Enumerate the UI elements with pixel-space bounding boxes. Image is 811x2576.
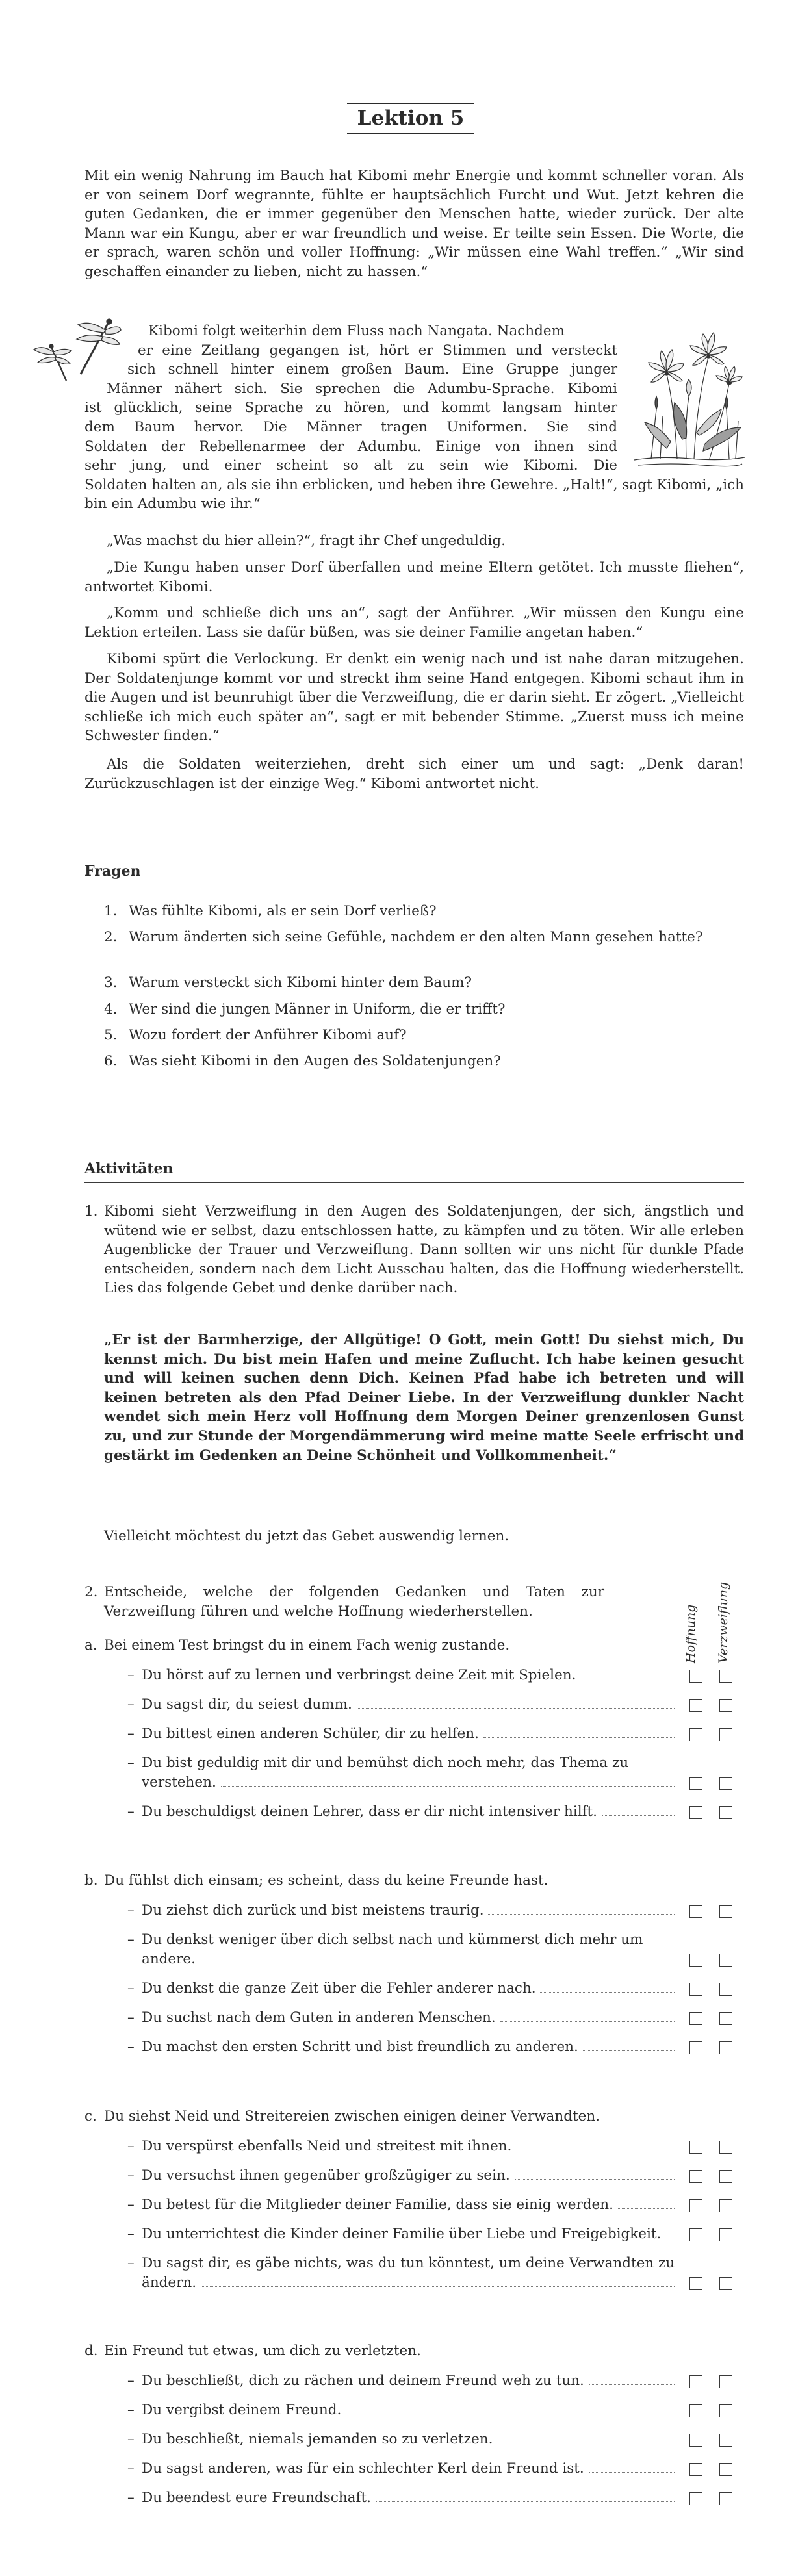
question-6 [104, 1052, 741, 1071]
option-dash: – [127, 2431, 135, 2447]
verzweiflung-checkbox[interactable] [719, 2199, 732, 2212]
verzweiflung-checkbox[interactable] [719, 2492, 732, 2505]
option-text: Du beschließt, dich zu rächen und deinem Freund weh zu tun. [142, 2371, 681, 2391]
option-dash: – [127, 2373, 135, 2389]
question-text: Was fühlte Kibomi, als er sein Dorf verließ? [129, 903, 437, 919]
option-dash: – [127, 2402, 135, 2418]
option-text: Du sagst dir, es gäbe nichts, was du tun könntest, um deine Verwandten zu ändern. [142, 2255, 675, 2291]
verzweiflung-checkbox[interactable] [719, 2463, 732, 2476]
story-paragraph-1: Mit ein wenig Nahrung im Bauch hat Kibomi mehr Energie und kommt schneller voran. Als er von seinem Dorf wegrannte, fühlte er hauptsächlich Furcht und Wut. Jetzt kehren die guten Gedanken, die er immer gegenüber den Menschen hatte, wieder zurück. Der alte Mann war ein Kungu, aber er war freundlich und weise. Er teilte sein Essen. Die Worte, die er sprach, waren schön und voller Hoffnung: „Wir müssen eine Wahl treffen.“ „Wir sind geschaffen einander zu lieben, nicht zu hassen.“ [84, 168, 744, 280]
dotted-leader [376, 2501, 675, 2502]
option-dash: – [127, 1932, 135, 1948]
scenario-label: b. [84, 1872, 98, 1889]
verzweiflung-checkbox[interactable] [719, 2277, 732, 2290]
column-label-verzweiflung: Verzweiflung [716, 1581, 730, 1663]
dotted-leader [589, 2472, 675, 2473]
hoffnung-checkbox[interactable] [689, 2012, 702, 2025]
option-row [127, 2430, 682, 2449]
scenario-prompt: Du fühlst dich einsam; es scheint, dass du keine Freunde hast. [104, 1872, 548, 1889]
flower-pond-illustration [632, 312, 747, 469]
hoffnung-checkbox[interactable] [689, 1983, 702, 1996]
question-2 [104, 928, 741, 967]
story-paragraph-2-line-4: Männer nähert sich. Sie sprechen die Adumbu-Sprache. Kibomi [107, 380, 617, 397]
option-dash: – [127, 2490, 135, 2506]
option-row [127, 2459, 682, 2479]
option-dash: – [127, 1696, 135, 1713]
verzweiflung-checkbox[interactable] [719, 2228, 732, 2241]
lesson-title: Lektion 5 [347, 103, 474, 134]
verzweiflung-checkbox[interactable] [719, 2404, 732, 2417]
option-dash: – [127, 2197, 135, 2213]
hoffnung-checkbox[interactable] [689, 2170, 702, 2183]
option-text: Du sagst anderen, was für ein schlechter Kerl dein Freund ist. [142, 2459, 681, 2479]
verzweiflung-checkbox[interactable] [719, 2170, 732, 2183]
option-dash: – [127, 2255, 135, 2271]
dragonfly-illustration [25, 316, 122, 389]
option-text: Du versuchst ihnen gegenüber großzügiger zu sein. [142, 2166, 681, 2186]
scenario-label: d. [84, 2343, 98, 2359]
option-row [127, 2008, 682, 2028]
dotted-leader [540, 1992, 675, 1993]
hoffnung-checkbox[interactable] [689, 2434, 702, 2447]
option-text: Du ziehst dich zurück und bist meistens traurig. [142, 1901, 681, 1920]
dotted-leader [589, 2384, 675, 2385]
option-row [127, 1901, 682, 1920]
scenario-label: a. [84, 1637, 97, 1653]
option-dash: – [127, 2138, 135, 2154]
dotted-leader [488, 1914, 675, 1915]
story-paragraph-2-line-1: Kibomi folgt weiterhin dem Fluss nach Nangata. Nachdem [148, 323, 565, 339]
story-paragraph-2-line-8: sehr jung, und einer scheint so alt zu sein wie Kibomi. Die [84, 457, 617, 474]
verzweiflung-checkbox[interactable] [719, 1983, 732, 1996]
question-1 [104, 902, 741, 921]
hoffnung-checkbox[interactable] [689, 2463, 702, 2476]
story-paragraph-2-line-3: sich schnell hinter einem großen Baum. Eine Gruppe junger [127, 361, 617, 378]
dotted-leader [357, 1708, 675, 1709]
hoffnung-checkbox[interactable] [689, 1699, 702, 1712]
activity-2-text: Entscheide, welche der folgenden Gedanken und Taten zur Verzweiflung führen und welche Hoffnung wiederherstellen. [104, 1584, 604, 1620]
option-text: Du machst den ersten Schritt und bist freundlich zu anderen. [142, 2037, 681, 2057]
verzweiflung-checkbox[interactable] [719, 2375, 732, 2388]
story-paragraph-2-rest: Soldaten halten an, als sie ihn erblicken, und heben ihre Gewehre. „Halt!“, sagt Kibomi, „ich bin ein Adumbu wie ihr.“ [84, 476, 744, 513]
hoffnung-checkbox[interactable] [689, 1777, 702, 1790]
story-paragraph-5: „Komm und schließe dich uns an“, sagt der Anführer. „Wir müssen den Kungu eine Lektion erteilen. Lass sie dafür büßen, was sie deiner Familie angetan haben.“ [84, 605, 744, 641]
dotted-leader [618, 2208, 675, 2209]
dotted-leader [201, 2286, 675, 2287]
aktivitaeten-divider [84, 1182, 744, 1183]
story-paragraph-3: „Was machst du hier allein?“, fragt ihr Chef ungeduldig. [107, 533, 506, 549]
prayer-text: „Er ist der Barmherzige, der Allgütige! O Gott, mein Gott! Du siehst mich, Du kennst mich. Du bist mein Hafen und meine Zuflucht. Ich habe keinen gesucht und will keinen suchen denn Dich. Keinen Pfad habe ich betreten und will keinen betreten als den Pfad Deiner Liebe. In der Verzweiflung dunkler Nacht wendet sich mein Herz voll Hoffnung dem Morgen Deiner grenzenlosen Gunst zu, und zur Stunde der Morgendämmerung wird meine matte Seele erfrischt und gestärkt im Gedenken an Deine Schönheit und Vollkommenheit.“ [104, 1332, 744, 1464]
option-dash: – [127, 2009, 135, 2026]
option-dash: – [127, 1902, 135, 1919]
option-row [127, 2037, 682, 2057]
option-row [127, 2137, 682, 2156]
option-text: Du suchst nach dem Guten in anderen Menschen. [142, 2008, 681, 2028]
option-text: Du sagst dir, du seiest dumm. [142, 1695, 681, 1715]
verzweiflung-checkbox[interactable] [719, 2012, 732, 2025]
option-text: Du bittest einen anderen Schüler, dir zu helfen. [142, 1724, 681, 1744]
option-row [127, 1802, 682, 1822]
option-dash: – [127, 2167, 135, 2184]
option-row [127, 1695, 682, 1715]
scenario-label: c. [84, 2108, 97, 2124]
hoffnung-checkbox[interactable] [689, 1954, 702, 1967]
option-row [127, 2166, 682, 2186]
option-row [127, 2401, 682, 2420]
option-text: Du bist geduldig mit dir und bemühst dich noch mehr, das Thema zu verstehen. [142, 1753, 681, 1792]
hoffnung-checkbox[interactable] [689, 1905, 702, 1918]
option-text: Du vergibst deinem Freund. [142, 2401, 681, 2420]
scenario-prompt: Bei einem Test bringst du in einem Fach wenig zustande. [104, 1637, 510, 1653]
story-paragraph-6: Kibomi spürt die Verlockung. Er denkt ein wenig nach und ist nahe daran mitzugehen. Der Soldatenjunge kommt vor und streckt ihm seine Hand entgegen. Kibomi schaut ihm in die Augen und ist beunruhigt über die Verzweiflung, die er darin sieht. Er zögert. „Vielleicht schließe ich mich euch später an“, sagt er mit bebender Stimme. „Zuerst muss ich meine Schwester finden.“ [84, 651, 744, 745]
hoffnung-checkbox[interactable] [689, 2041, 702, 2054]
dotted-leader [483, 1737, 675, 1738]
hoffnung-checkbox[interactable] [689, 2404, 702, 2417]
option-dash: – [127, 1755, 135, 1771]
option-row [127, 2254, 682, 2292]
verzweiflung-checkbox[interactable] [719, 2434, 732, 2447]
verzweiflung-checkbox[interactable] [719, 2141, 732, 2154]
scenario-prompt: Du siehst Neid und Streitereien zwischen einigen deiner Verwandten. [104, 2108, 600, 2124]
memorize-text: Vielleicht möchtest du jetzt das Gebet auswendig lernen. [104, 1528, 509, 1544]
question-4 [104, 1000, 741, 1019]
dotted-leader [500, 2021, 675, 2022]
option-text: Du denkst die ganze Zeit über die Fehler anderer nach. [142, 1979, 681, 1998]
dotted-leader [602, 1815, 675, 1816]
question-text: Wozu fordert der Anführer Kibomi auf? [129, 1027, 407, 1043]
question-5 [104, 1026, 741, 1045]
option-row [127, 1930, 682, 1969]
verzweiflung-checkbox[interactable] [719, 1699, 732, 1712]
option-text: Du beschließt, niemals jemanden so zu verletzen. [142, 2430, 681, 2449]
option-dash: – [127, 1980, 135, 1996]
option-row [127, 2195, 682, 2215]
hoffnung-checkbox[interactable] [689, 2228, 702, 2241]
option-dash: – [127, 2038, 135, 2055]
option-dash: – [127, 1803, 135, 1820]
option-dash: – [127, 1667, 135, 1683]
verzweiflung-checkbox[interactable] [719, 1670, 732, 1683]
hoffnung-checkbox[interactable] [689, 1670, 702, 1683]
option-row [127, 2371, 682, 2391]
dotted-leader [221, 1786, 675, 1787]
question-3 [104, 973, 741, 993]
hoffnung-checkbox[interactable] [689, 2141, 702, 2154]
option-text: Du hörst auf zu lernen und verbringst deine Zeit mit Spielen. [142, 1666, 681, 1685]
dotted-leader [583, 2050, 675, 2051]
hoffnung-checkbox[interactable] [689, 2492, 702, 2505]
story-paragraph-2-line-6: dem Baum hervor. Die Männer tragen Uniformen. Sie sind [84, 419, 617, 435]
question-number: 5. [104, 1027, 118, 1043]
story-paragraph-7: Als die Soldaten weiterziehen, dreht sich einer um und sagt: „Denk daran! Zurückzuschlagen ist der einzige Weg.“ Kibomi antwortet nicht. [84, 756, 744, 792]
story-paragraph-2-line-7: Soldaten der Rebellenarmee der Adumbu. Einige von ihnen sind [84, 438, 617, 455]
option-row [127, 1724, 682, 1744]
question-text: Warum versteckt sich Kibomi hinter dem Baum? [129, 975, 472, 991]
fragen-heading: Fragen [84, 863, 141, 880]
column-label-hoffnung: Hoffnung [684, 1604, 698, 1663]
option-dash: – [127, 1726, 135, 1742]
option-dash: – [127, 2226, 135, 2242]
option-text: Du beschuldigst deinen Lehrer, dass er dir nicht intensiver hilft. [142, 1802, 681, 1822]
question-number: 6. [104, 1053, 118, 1069]
verzweiflung-checkbox[interactable] [719, 1806, 732, 1819]
activity-2-number: 2. [84, 1584, 98, 1600]
story-paragraph-2-line-5: ist glücklich, seine Sprache zu hören, und kommt langsam hinter [84, 400, 617, 416]
verzweiflung-checkbox[interactable] [719, 2041, 732, 2054]
option-row [127, 1666, 682, 1685]
option-text: Du denkst weniger über dich selbst nach und kümmerst dich mehr um andere. [142, 1930, 681, 1969]
hoffnung-checkbox[interactable] [689, 2277, 702, 2290]
hoffnung-checkbox[interactable] [689, 2375, 702, 2388]
option-text: Du betest für die Mitglieder deiner Familie, dass sie einig werden. [142, 2195, 681, 2215]
option-text: Du verspürst ebenfalls Neid und streitest mit ihnen. [142, 2137, 681, 2156]
option-row [127, 1979, 682, 1998]
option-text: Du beendest eure Freundschaft. [142, 2488, 681, 2508]
verzweiflung-checkbox[interactable] [719, 1728, 732, 1741]
aktivitaeten-heading: Aktivitäten [84, 1160, 174, 1177]
story-paragraph-2-line-2: er eine Zeitlang gegangen ist, hört er Stimmen und versteckt [138, 342, 617, 359]
question-number: 4. [104, 1001, 118, 1017]
question-number: 1. [104, 903, 118, 919]
question-number: 3. [104, 975, 118, 991]
verzweiflung-checkbox[interactable] [719, 1954, 732, 1967]
verzweiflung-checkbox[interactable] [719, 1905, 732, 1918]
option-dash: – [127, 2460, 135, 2477]
question-text: Warum änderten sich seine Gefühle, nachdem er den alten Mann gesehen hatte? [129, 929, 703, 945]
question-number: 2. [104, 929, 118, 945]
hoffnung-checkbox[interactable] [689, 2199, 702, 2212]
question-text: Was sieht Kibomi in den Augen des Soldatenjungen? [129, 1053, 501, 1069]
option-row [127, 2225, 682, 2244]
activity-1-number: 1. [84, 1203, 98, 1219]
option-row [127, 2488, 682, 2508]
dotted-leader [515, 2179, 675, 2180]
story-paragraph-4: „Die Kungu haben unser Dorf überfallen und meine Eltern getötet. Ich musste fliehen“, antwortet Kibomi. [84, 559, 744, 595]
option-row [127, 1753, 682, 1792]
activity-1-text: Kibomi sieht Verzweiflung in den Augen des Soldatenjungen, der sich, ängstlich und wütend wie er selbst, dazu entschlossen hatte, zu kämpfen und zu töten. Wir alle erleben Augenblicke der Trauer und Verzweiflung. Dann sollten wir uns nicht für dunkle Pfade entscheiden, sondern nach dem Licht Ausschau halten, das die Hoffnung wiederherstellt. Lies das folgende Gebet und denke darüber nach. [104, 1203, 744, 1297]
verzweiflung-checkbox[interactable] [719, 1777, 732, 1790]
option-text: Du unterrichtest die Kinder deiner Familie über Liebe und Freigebigkeit. [142, 2225, 681, 2244]
hoffnung-checkbox[interactable] [689, 1806, 702, 1819]
question-text: Wer sind die jungen Männer in Uniform, die er trifft? [129, 1001, 506, 1017]
scenario-prompt: Ein Freund tut etwas, um dich zu verletzten. [104, 2343, 421, 2359]
hoffnung-checkbox[interactable] [689, 1728, 702, 1741]
